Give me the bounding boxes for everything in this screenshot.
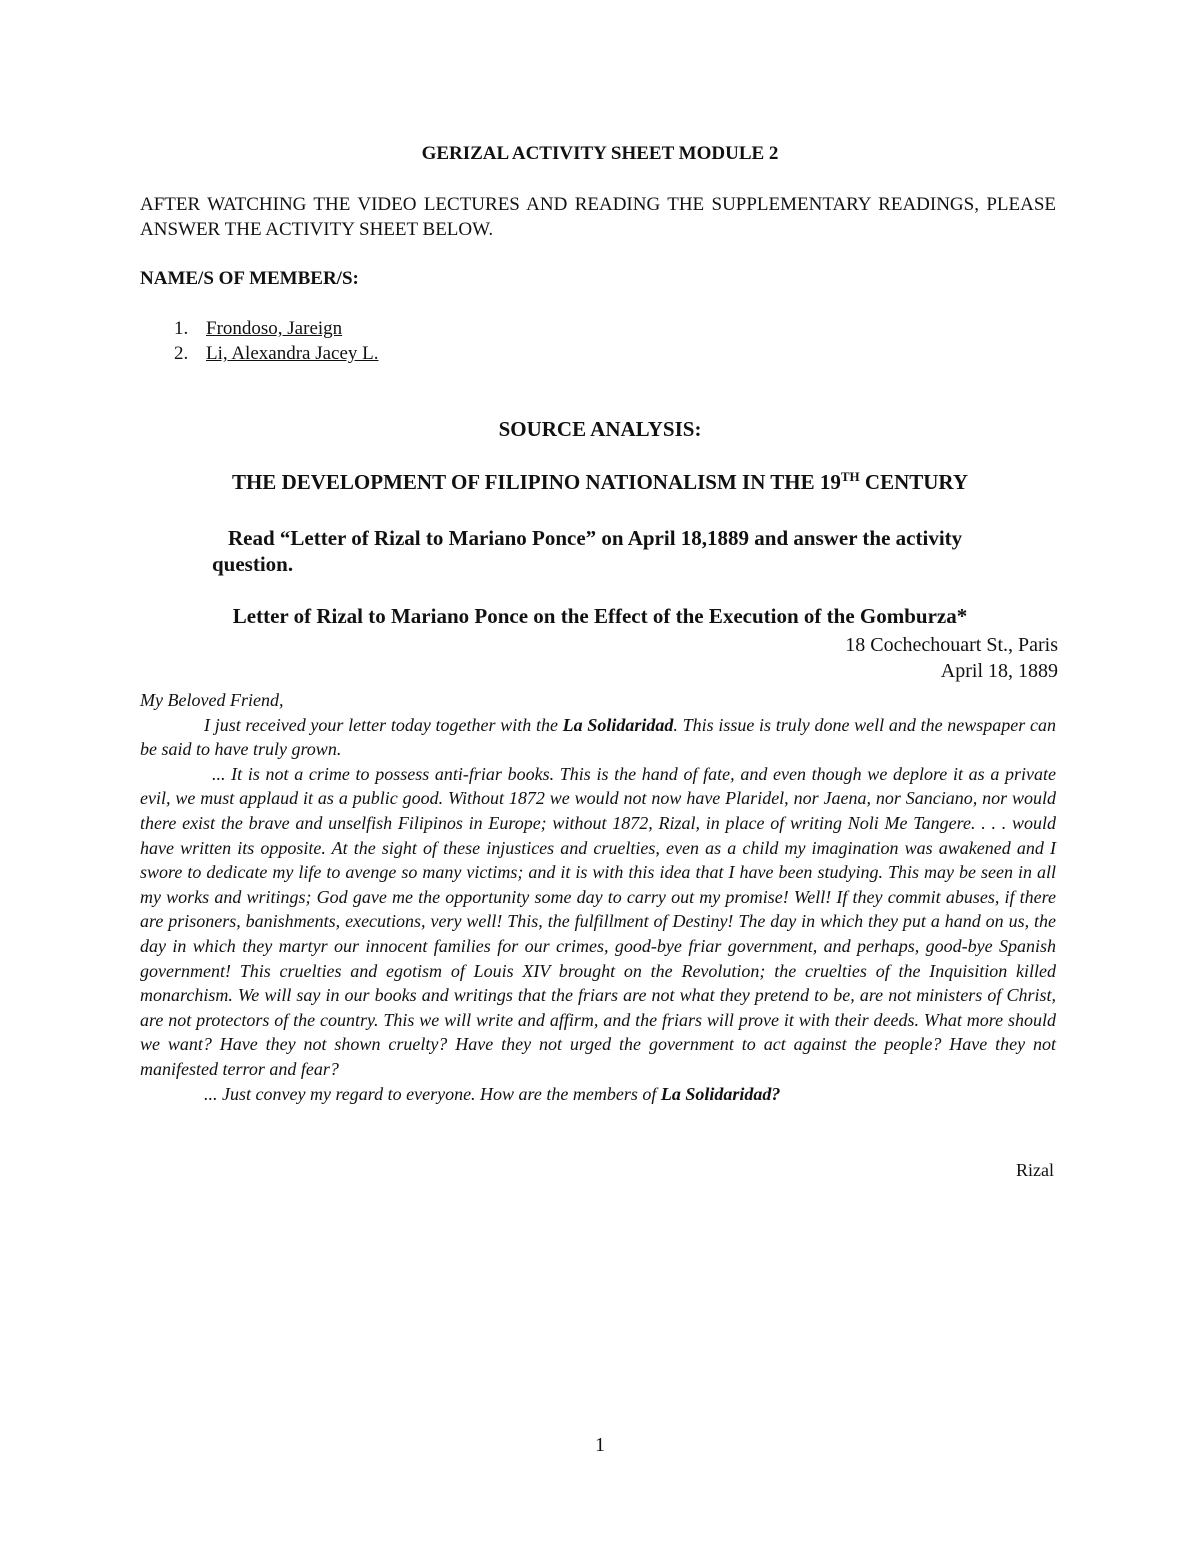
letter-signature: Rizal [1016,1160,1054,1180]
letter-paragraph-2: ... It is not a crime to possess anti-friar books. This is the hand of fate, and even though we deplore it as a private evil, we must applaud it as a public good. Without 1872 we would not now have Plaridel, nor Jaena, nor Sanciano, nor would there exist the brave and unselfish Filipinos in Europe; without 1872, Rizal, in place of writing Noli Me Tangere. . . . would have written its opposite. At the sight of these injustices and cruelties, even as a child my imagination was awakened and I swore to dedicate my life to avenge so many victims; and it is with this idea that I have been studying. This may be seen in all my works and writings; God gave me the opportunity some day to carry out my promise! Well! If they commit abuses, if there are prisoners, banishments, executions, very well! This, the fulfillment of Destiny! The day in which they put a hand on us, the day in which they martyr our innocent families for our crimes, good-bye friar government, and perhaps, good-bye Spanish government! This cruelties and egotism of Louis XIV brought on the Revolution; the cruelties of the Inquisition killed monarchism. We will say in our books and writings that the friars are not what they pretend to be, are not ministers of Christ, are not protectors of the country. This we will write and affirm, and the friars will prove it with their deeds. What more should we want? Have they not shown cruelty? Have they not urged the government to act against the people? Have they not manifested terror and fear? [140,763,1056,1079]
letter-title: Letter of Rizal to Mariano Ponce on the Effect of the Execution of the Gomburza* [232,604,968,628]
letter-paragraph-3 [140,1082,1056,1107]
section-heading: SOURCE ANALYSIS: [498,417,702,441]
newspaper-name: La Solidaridad? [660,1083,781,1104]
topic-heading [0,469,1200,495]
letter-date: April 18, 1889 [940,660,1058,682]
topic-end: CENTURY [859,470,969,494]
instructions-text: AFTER WATCHING THE VIDEO LECTURES AND READING THE SUPPLEMENTARY READINGS, PLEASE ANSWER THE ACTIVITY SHEET BELOW. [140,194,1056,240]
topic-text: THE DEVELOPMENT OF FILIPINO NATIONALISM IN THE 19 [231,470,841,494]
letter-address: 18 Cochechouart St., Paris [845,634,1058,656]
document-title: GERIZAL ACTIVITY SHEET MODULE 2 [421,143,779,164]
list-item [140,316,379,341]
read-instruction-line1: Read “Letter of Rizal to Mariano Ponce” on April 18,1889 and answer the activity [228,526,963,550]
paragraph-text: . This issue is truly done well and the newspaper can be said to have truly grown. [140,714,1056,760]
member-name: Li, Alexandra Jacey L. [206,343,379,364]
list-item [140,341,379,366]
page-number: 1 [595,1434,605,1456]
topic-superscript: TH [840,469,860,484]
paragraph-text: I just received your letter today together with the [204,714,563,735]
list-item-number: 2. [174,343,189,364]
paragraph-text: ... Just convey my regard to everyone. How are the members of [204,1083,661,1104]
letter-body [140,688,1056,1106]
list-item-number: 1. [174,318,189,339]
member-name: Frondoso, Jareign [206,318,343,339]
letter-paragraph-1 [140,713,1056,762]
letter-salutation: My Beloved Friend, [140,690,284,710]
members-list [140,316,379,366]
members-label: NAME/S OF MEMBER/S: [140,268,359,289]
letter-address-block [845,632,1058,684]
newspaper-name: La Solidaridad [562,714,674,735]
read-instruction-line2: question. [212,552,294,576]
read-instruction [212,525,1058,577]
